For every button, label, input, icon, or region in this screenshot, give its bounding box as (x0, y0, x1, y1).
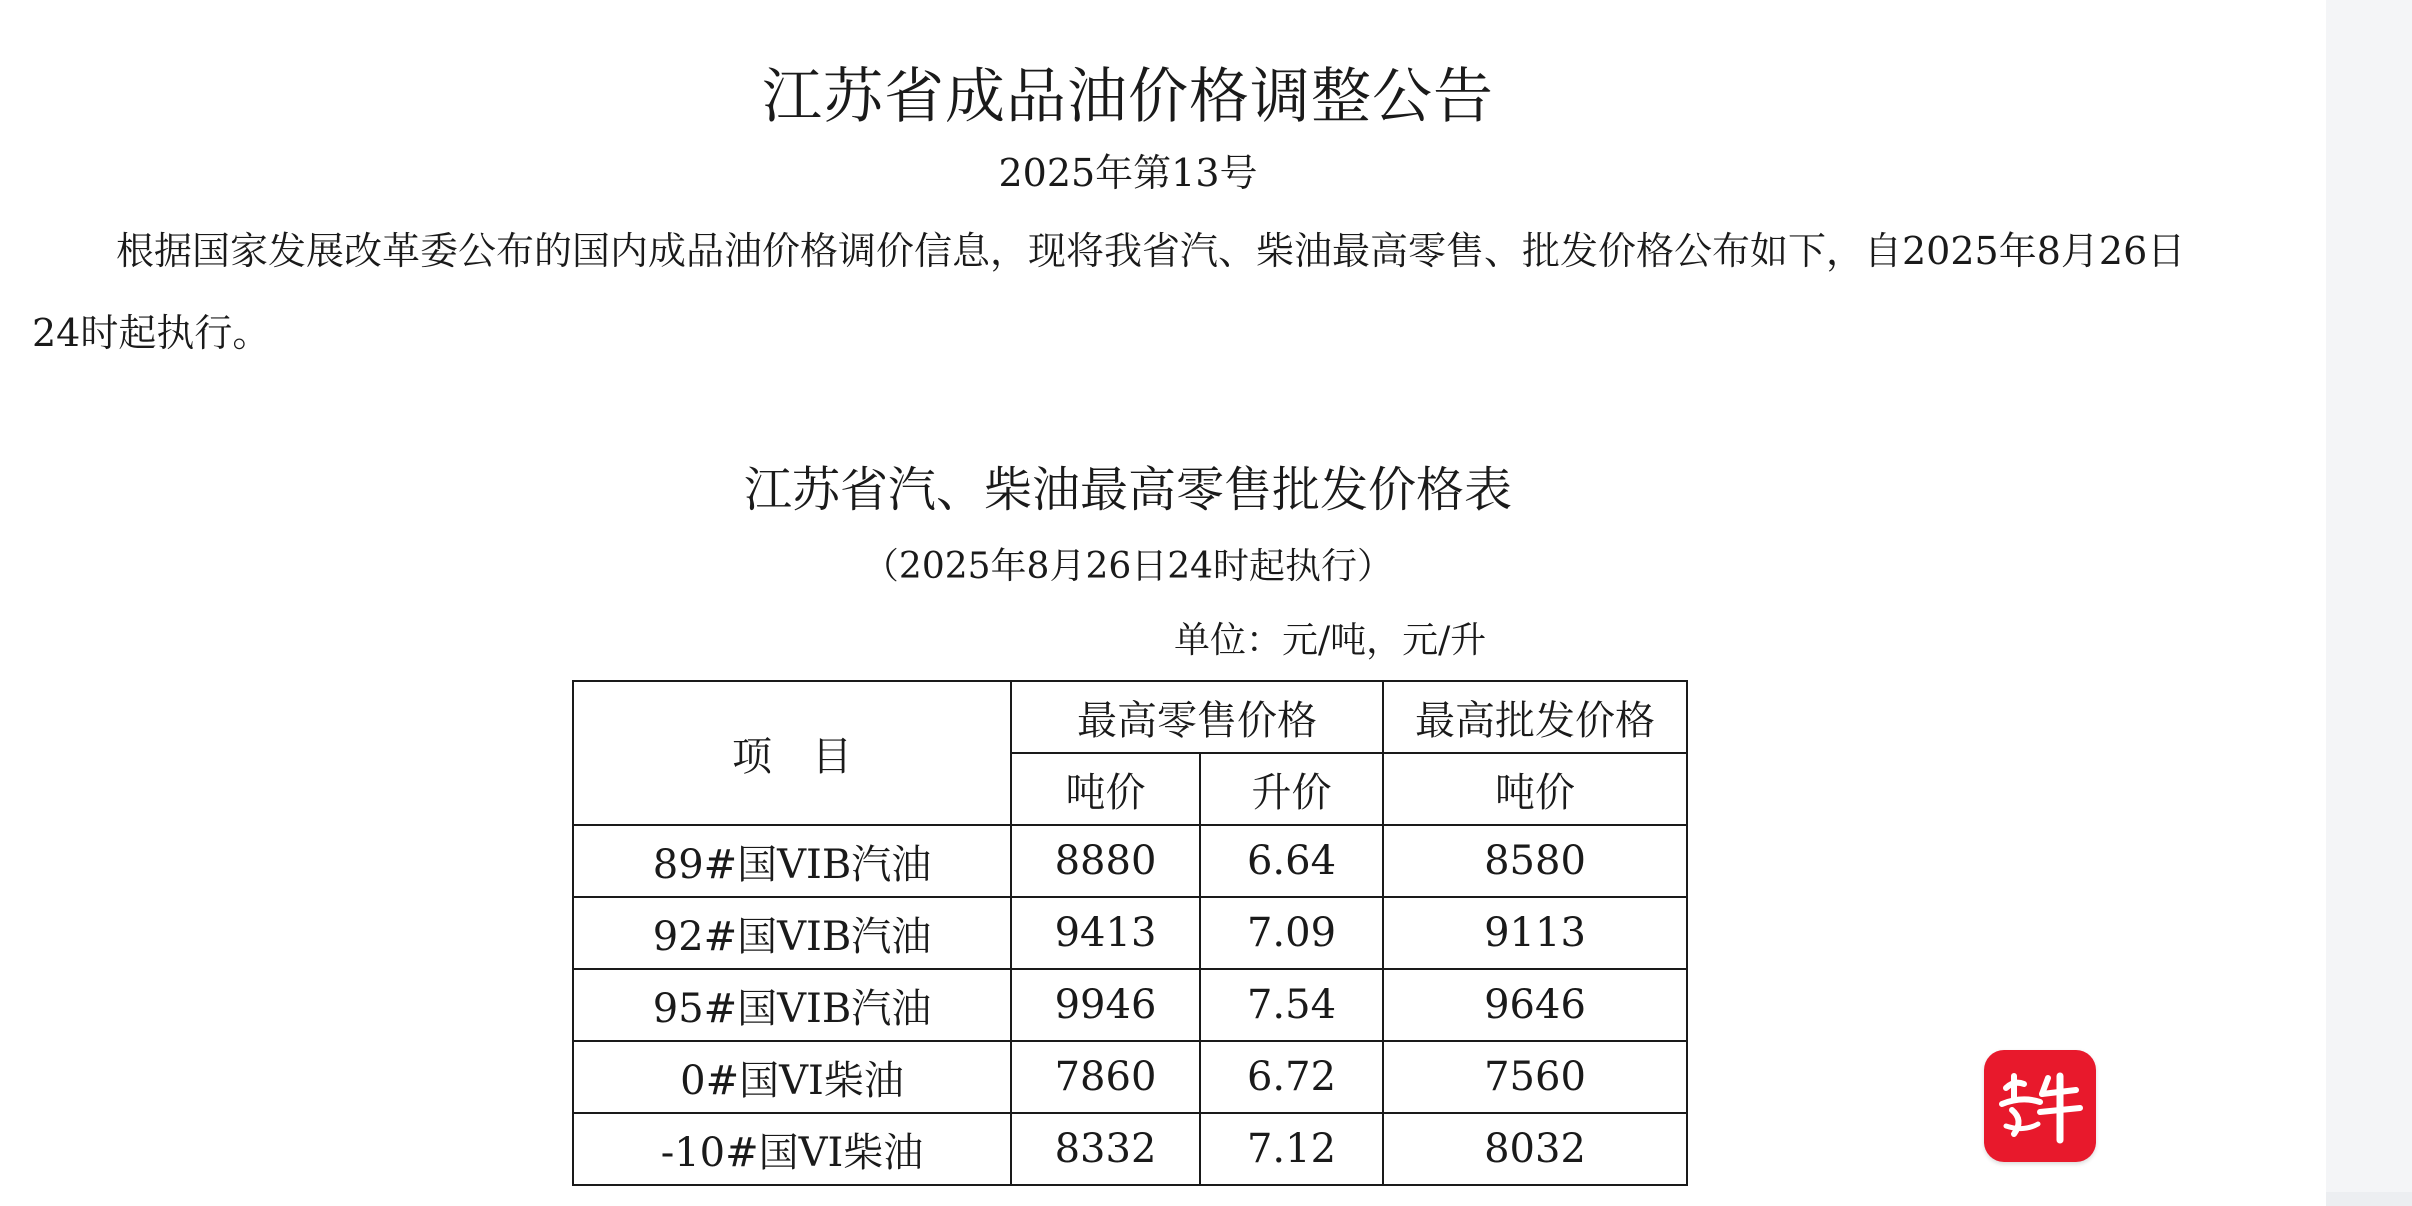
cell-item: 95#国VIB汽油 (573, 969, 1011, 1041)
table-row (573, 1041, 1687, 1113)
right-margin-strip (2326, 0, 2412, 1206)
table-header-row (573, 681, 1687, 753)
cell-retail-ton: 8880 (1011, 825, 1200, 897)
table-row (573, 897, 1687, 969)
table-title: 江苏省汽、柴油最高零售批发价格表 (743, 462, 1512, 518)
cell-wholesale-ton: 7560 (1383, 1041, 1687, 1113)
cell-retail-liter: 7.54 (1200, 969, 1383, 1041)
unit-label: 单位：元/吨，元/升 (1174, 620, 1487, 661)
table-row (573, 969, 1687, 1041)
right-margin-foot (2326, 1192, 2412, 1206)
header-wholesale-price: 最高批发价格 (1383, 681, 1687, 753)
header-retail-ton: 吨价 (1011, 753, 1200, 825)
document-issue-number: 2025年第13号 (998, 151, 1258, 195)
header-retail-price: 最高零售价格 (1011, 681, 1383, 753)
cell-wholesale-ton: 8580 (1383, 825, 1687, 897)
ziniu-logo-glyph-icon (1984, 1050, 2096, 1162)
cell-wholesale-ton: 8032 (1383, 1113, 1687, 1185)
cell-item: 92#国VIB汽油 (573, 897, 1011, 969)
cell-retail-liter: 6.64 (1200, 825, 1383, 897)
ziniu-logo-icon (1984, 1050, 2096, 1162)
cell-retail-liter: 7.09 (1200, 897, 1383, 969)
document-paragraph: 根据国家发展改革委公布的国内成品油价格调价信息，现将我省汽、柴油最高零售、批发价格公布如下，自2025年8月26日24时起执行。 (32, 229, 2186, 355)
table-row (573, 1113, 1687, 1185)
price-table (572, 680, 1688, 1186)
table-subtitle: （2025年8月26日24时起执行） (862, 546, 1394, 587)
document-title: 江苏省成品油价格调整公告 (762, 62, 1494, 132)
cell-retail-liter: 6.72 (1200, 1041, 1383, 1113)
cell-retail-ton: 8332 (1011, 1113, 1200, 1185)
table-row (573, 825, 1687, 897)
cell-retail-ton: 7860 (1011, 1041, 1200, 1113)
cell-retail-liter: 7.12 (1200, 1113, 1383, 1185)
cell-wholesale-ton: 9113 (1383, 897, 1687, 969)
cell-wholesale-ton: 9646 (1383, 969, 1687, 1041)
cell-item: 89#国VIB汽油 (573, 825, 1011, 897)
cell-item: -10#国VI柴油 (573, 1113, 1011, 1185)
cell-item: 0#国VI柴油 (573, 1041, 1011, 1113)
cell-retail-ton: 9413 (1011, 897, 1200, 969)
header-retail-liter: 升价 (1200, 753, 1383, 825)
cell-retail-ton: 9946 (1011, 969, 1200, 1041)
header-wholesale-ton: 吨价 (1383, 753, 1687, 825)
header-item: 项 目 (573, 681, 1011, 825)
